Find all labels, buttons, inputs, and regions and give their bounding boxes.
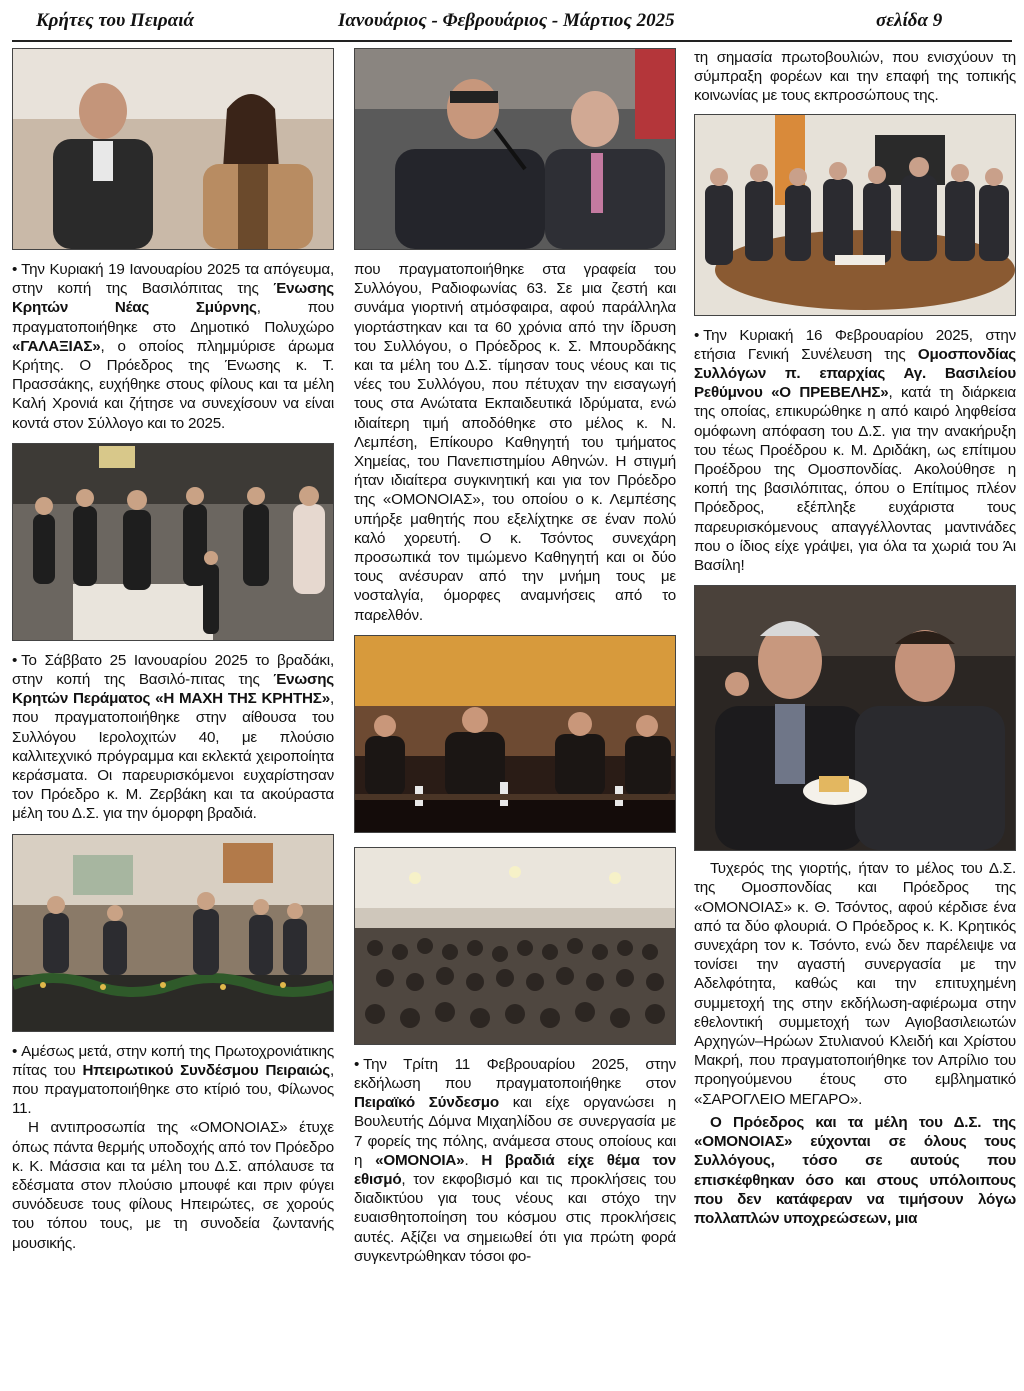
photo-perama <box>12 443 334 641</box>
publication-title: Κρήτες του Πειραιά <box>36 10 194 31</box>
article-nea-smyrni: • Την Κυριακή 19 Ιανουαρίου 2025 τα απόγευμα, στην κοπή της Βασιλόπιτας της Ένωσης Κρητών Νέας Σμύρνης, που πραγματοποιήθηκε στο Δημοτικό Πολυχώρο «ΓΑΛΑΞΙΑΣ», ο οποίος πλημμύρισε άρωμα Κρήτης. Ο Πρόεδρος της Ένωσης κ. Τ. Πρασσάκης, ευχήθηκε στους φίλους και τα μέλη Καλή Χρονιά και ζήτησε να συνεχίσουν να είναι κοντά στον Σύλλογο και το 2025. <box>12 261 334 432</box>
photo-speaker <box>354 48 676 250</box>
article-closing-wishes: Ο Πρόεδρος και τα μέλη του Δ.Σ. της «ΟΜΟΝΟΙΑΣ» εύχονται σε όλους τους Συλλόγους, τόσο σε αυτούς που επισκέφθηκαν όσο και στους υπόλοιπους που δεν κατάφεραν να τιμήσουν λόγω πολλαπλών υποχρεώσεων, μια <box>694 1113 1016 1227</box>
photo-ipirotikos <box>12 834 334 1032</box>
column-1 <box>12 48 334 1253</box>
page-header <box>0 0 1024 44</box>
article-peiraikos: • Την Τρίτη 11 Φεβρουαρίου 2025, στην εκδήλωση που πραγματοποιήθηκε στον Πειραϊκό Σύνδεσμο και είχε οργανώσει η Βουλευτής Δόμνα Μιχαηλίδου σε συνεργασία με 7 φορείς της πόλης, ανάμεσα στους οποίους και η «ΟΜΟΝΟΙΑ». Η βραδιά είχε θέμα τον εθισμό, τον εκφοβισμό και τις προκλήσεις του διαδικτύου για τους νέους και στόχο την ευαισθητοποίηση του κόσμου στις προκλήσεις αυτές. Αξίζει να σημειωθεί ότι για πρώτη φορά συγκεντρώθηκαν τόσοι φο- <box>354 1055 676 1265</box>
issue-period: Ιανουάριος - Φεβρουάριος - Μάρτιος 2025 <box>338 10 675 31</box>
article-tsontos: Τυχερός της γιορτής, ήταν το μέλος του Δ.Σ. της Ομοσπονδίας και Πρόεδρος της «ΟΜΟΝΟΙΑΣ» κ. Θ. Τσόντος, αφού κέρδισε ένα από τα δύο φλουριά. Ο Πρόεδρος κ. Κ. Κρητικός συνεχάρη τον κ. Τσόντο, ενώ δεν παρέλειψε να τονίσει την αγαστή συνεργασία με την Αδελφότητα, καθώς και την επιτυχημένη συμμετοχή της στην εκδήλωση-αφιέρωμα στην εθελοντική συμμετοχή των Αγιοβασιλειωτών Αρχηγών–Ηρώων Στυλιανού Κλειδή και Χρίστου Μακρή, που πραγματοποιήθηκε τον Απρίλιο του προηγούμενου έτους στο εμβληματικό «ΣΑΡΟΓΛΕΙΟ ΜΕΓΑΡΟ». <box>694 860 1016 1108</box>
article-prevelis: • Την Κυριακή 16 Φεβρουαρίου 2025, στην ετήσια Γενική Συνέλευση της Ομοσπονδίας Συλλόγων π. επαρχίας Αγ. Βασιλείου Ρεθύμνου «Ο ΠΡΕΒΕΛΗΣ», κατά τη διάρκεια της οποίας, επικυρώθηκε η από καιρό ληφθείσα ομόφωνη απόφαση του Δ.Σ. για την ανακήρυξη του τέως Προέδρου κ. Μ. Δριδάκη, ως επίτιμου Προέδρου της Ομοσπονδίας. Ακολούθησε η κοπή της βασιλόπιτας, όπου ο Επίτιμος πλέον Πρόεδρος, εξέπληξε ευχάριστα τους παρευρισκόμενους απαγγέλλοντας μαντινάδες που ο ίδιος είχε γράψει, για όλα τα χωριά του Άι Βασίλη! <box>694 326 1016 575</box>
article-ipirotikos: • Αμέσως μετά, στην κοπή της Πρωτοχρονιάτικης πίτας του Ηπειρωτικού Συνδέσμου Πειραιώς, που πραγματοποιήθηκε στο κτίριό του, Φίλωνος 11. <box>12 1042 334 1118</box>
column-2 <box>354 48 676 1266</box>
article-ipirotikos-cont: Η αντιπροσωπία της «ΟΜΟΝΟΙΑΣ» έτυχε όπως πάντα θερμής υποδοχής από τον Πρόεδρο κ. Κ. Μάσσια και τα μέλη του Δ.Σ. απόλαυσε τα εδέσματα στον πλούσιο μπουφέ και πριν φύγει συνόδευσε τους φίλους Ηπειρώτες, σε χορούς του τόπου τους, με τη συνοδεία ζωντανής μουσικής. <box>12 1119 334 1252</box>
header-rule <box>12 40 1012 42</box>
photo-nea-smyrni <box>12 48 334 250</box>
article-perama: • Το Σάββατο 25 Ιανουαρίου 2025 το βραδάκι, στην κοπή της Βασιλό-πιτας της Ένωσης Κρητών Περάματος «Η ΜΑΧΗ ΤΗΣ ΚΡΗΤΗΣ», που πραγματοποιήθηκε στην αίθουσα του Συλλόγου Ιερολοχιτών 40, με πλούσιο καλλιτεχνικό πρόγραμμα και εκλεκτά χειροποίητα κεράσματα. Οι παρευρισκόμενοι ευχαρίστησαν τον Πρόεδρο κ. Μ. Ζερβάκη και τα ακούραστα μέλη του Δ.Σ. για την όμορφη βραδιά. <box>12 651 334 823</box>
column-3 <box>694 48 1016 1228</box>
photo-panel <box>354 635 676 833</box>
photo-flouri-winner <box>694 585 1016 851</box>
article-continued: τη σημασία πρωτοβουλιών, που ενισχύουν τη σύμπραξη φορέων και την επαφή της τοπικής κοινωνίας με τους εκπροσώπους της. <box>694 49 1016 105</box>
photo-prevelis-meeting <box>694 114 1016 316</box>
page-number: σελίδα 9 <box>876 10 943 31</box>
photo-audience <box>354 847 676 1045</box>
article-radiofonias: που πραγματοποιήθηκε στα γραφεία του Συλλόγου, Ραδιοφωνίας 63. Σε μια ζεστή και συνάμα γιορτινή ατμόσφαιρα, αφού παράλληλα γιορτάστηκαν και τα 60 χρόνια από την ίδρυση του Συλλόγου, ο Πρόεδρος κ. Σ. Μπουρδάκης και τα μέλη του Δ.Σ. τίμησαν τους νέους και τις νέες του Συλλόγου, που πέτυχαν την εισαγωγή τους στα Ανώτατα Εκπαιδευτικά Ιδρύματα, ενώ ιδιαίτερη τιμή αποδόθηκε στο μέλος κ. Ν. Λεμπέση, Επίκουρο Καθηγητή του τμήματος Χημείας, του Πανεπιστημίου Αθηνών. Η στιγμή ήταν ιδιαίτερα συγκινητική και για τον Πρόεδρο της «ΟΜΟΝΟΙΑΣ», του οποίου ο κ. Λεμπέσης υπήρξε μαθητής που εξελίχτηκε σε έναν πολύ καλό χορευτή. Ο κ. Τσόντος συνεχάρη προσωπικά τον τιμώμενο Καθηγητή και οι δύο τους ανέσυραν από την μνήμη τους με νοσταλγία, όμορφες αναμνήσεις από το παρελθόν. <box>354 261 676 624</box>
